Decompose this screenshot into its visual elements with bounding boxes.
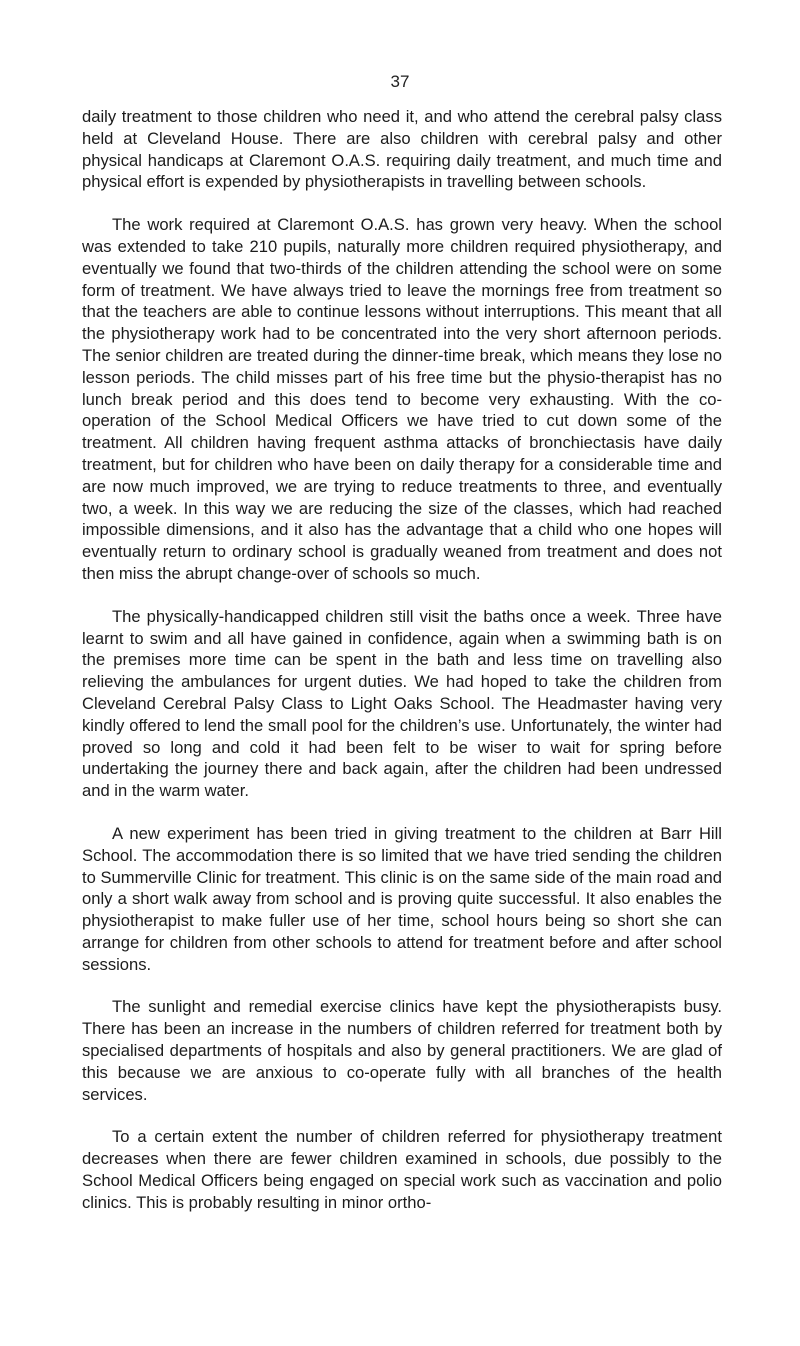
paragraph-swimming-baths: The physically-handicapped children still visit the baths once a week. Three have learnt to swim and all have gained in confidence, again when a swimming bath is on the premises more time can be spent in the bath and less time on travelling also relieving the ambulances for urgent duties. We had hoped to take the children from Cleveland Cerebral Palsy Class to Light Oaks School. The Headmaster having very kindly offered to lend the small pool for the children’s use. Unfortunately, the winter had proved so long and cold it had been felt to be wiser to wait for spring before undertaking the journey there and back again, after the children had been undressed and in the warm water. <box>82 606 722 801</box>
body-text <box>82 106 722 1235</box>
page-number: 37 <box>390 72 410 91</box>
paragraph-barr-hill-experiment: A new experiment has been tried in giving treatment to the children at Barr Hill School. The accommodation there is so limited that we have tried sending the children to Summerville Clinic for treatment. This clinic is on the same side of the main road and only a short walk away from school and is proving quite successful. It also enables the physiotherapist to make fuller use of her time, school hours being so short she can arrange for children from other schools to attend for treatment before and after school sessions. <box>82 823 722 974</box>
paragraph-claremont-workload: The work required at Claremont O.A.S. has grown very heavy. When the school was extended to take 210 pupils, naturally more children required physiotherapy, and eventually we found that two-thirds of the children attending the school were on some form of treatment. We have always tried to leave the mornings free from treatment so that the teachers are able to continue lessons without interruptions. This meant that all the physiotherapy work had to be concentrated into the very short afternoon periods. The senior children are treated during the dinner-time break, which means they lose no lesson periods. The child misses part of his free time but the physio-therapist has no lunch break period and this does tend to become very exhausting. With the co-operation of the School Medical Officers we have tried to cut down some of the treatment. All children having frequent asthma attacks of bronchiectasis have daily treatment, but for children who have been on daily therapy for a considerable time and are now much improved, we are trying to reduce treatments to three, and eventually two, a week. In this way we are reducing the size of the classes, which had reached impossible dimensions, and it also has the advantage that a child who one hopes will eventually return to ordinary school is gradually weaned from treatment and does not then miss the abrupt change-over of schools so much. <box>82 215 722 583</box>
paragraph-continued-treatment: daily treatment to those children who need it, and who attend the cerebral palsy class held at Cleveland House. There are also children with cerebral palsy and other physical handicaps at Claremont O.A.S. requiring daily treatment, and much time and physical effort is expended by physiotherapists in travelling between schools. <box>82 107 722 192</box>
paragraph-sunlight-clinics: The sunlight and remedial exercise clinics have kept the physiotherapists busy. There has been an increase in the numbers of children referred for treatment both by specialised departments of hospitals and also by general practitioners. We are glad of this because we are anxious to co-operate fully with all branches of the health services. <box>82 997 722 1104</box>
paragraph-referrals: To a certain extent the number of children referred for physiotherapy treatment decreases when there are fewer children examined in schools, due possibly to the School Medical Officers being engaged on special work such as vaccination and polio clinics. This is probably resulting in minor ortho- <box>82 1127 722 1212</box>
